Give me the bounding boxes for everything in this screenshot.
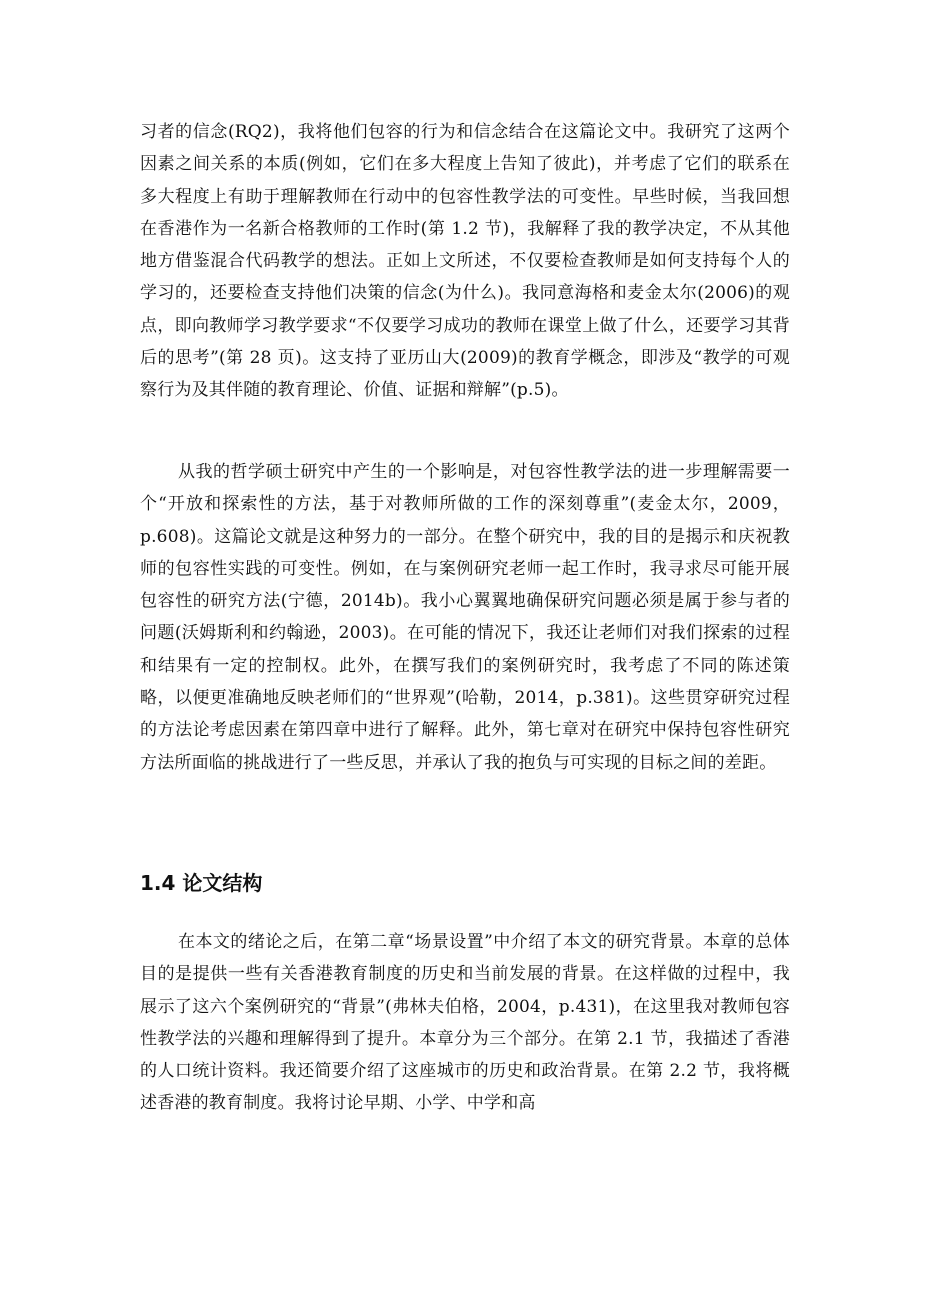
section-heading: 1.4 论文结构 — [140, 871, 263, 895]
body-paragraph-3: 在本文的绪论之后，在第二章“场景设置”中介绍了本文的研究背景。本章的总体目的是提供一些有关香港教育制度的历史和当前发展的背景。在这样做的过程中，我展示了这六个案例研究的“背景”(弗林夫伯格，2004，p.431)，在这里我对教师包容性教学法的兴趣和理解得到了提升。本章分为三个部分。在第 2.1 节，我描述了香港的人口统计资料。我还简要介绍了这座城市的历史和政治背景。在第 2.2 节，我将概述香港的教育制度。我将讨论早期、小学、中学和高 — [140, 932, 790, 1114]
body-paragraph-1: 习者的信念(RQ2)，我将他们包容的行为和信念结合在这篇论文中。我研究了这两个因素之间关系的本质(例如，它们在多大程度上告知了彼此)，并考虑了它们的联系在多大程度上有助于理解教师在行动中的包容性教学法的可变性。早些时候，当我回想在香港作为一名新合格教师的工作时(第 1.2 节)，我解释了我的教学决定，不从其他地方借鉴混合代码教学的想法。正如上文所述，不仅要检查教师是如何支持每个人的学习的，还要检查支持他们决策的信念(为什么)。我同意海格和麦金太尔(2006)的观点，即向教师学习教学要求“不仅要学习成功的教师在课堂上做了什么，还要学习其背后的思考”(第 28 页)。这支持了亚历山大(2009)的教育学概念，即涉及“教学的可观察行为及其伴随的教育理论、价值、证据和辩解”(p.5)。 — [140, 122, 790, 401]
body-paragraph-2: 从我的哲学硕士研究中产生的一个影响是，对包容性教学法的进一步理解需要一个“开放和探索性的方法，基于对教师所做的工作的深刻尊重”(麦金太尔，2009，p.608)。这篇论文就是这种努力的一部分。在整个研究中，我的目的是揭示和庆祝教师的包容性实践的可变性。例如，在与案例研究老师一起工作时，我寻求尽可能开展包容性的研究方法(宁德，2014b)。我小心翼翼地确保研究问题必须是属于参与者的问题(沃姆斯利和约翰逊，2003)。在可能的情况下，我还让老师们对我们探索的过程和结果有一定的控制权。此外，在撰写我们的案例研究时，我考虑了不同的陈述策略，以便更准确地反映老师们的“世界观”(哈勒，2014，p.381)。这些贯穿研究过程的方法论考虑因素在第四章中进行了解释。此外，第七章对在研究中保持包容性研究方法所面临的挑战进行了一些反思，并承认了我的抱负与可实现的目标之间的差距。 — [140, 462, 790, 773]
